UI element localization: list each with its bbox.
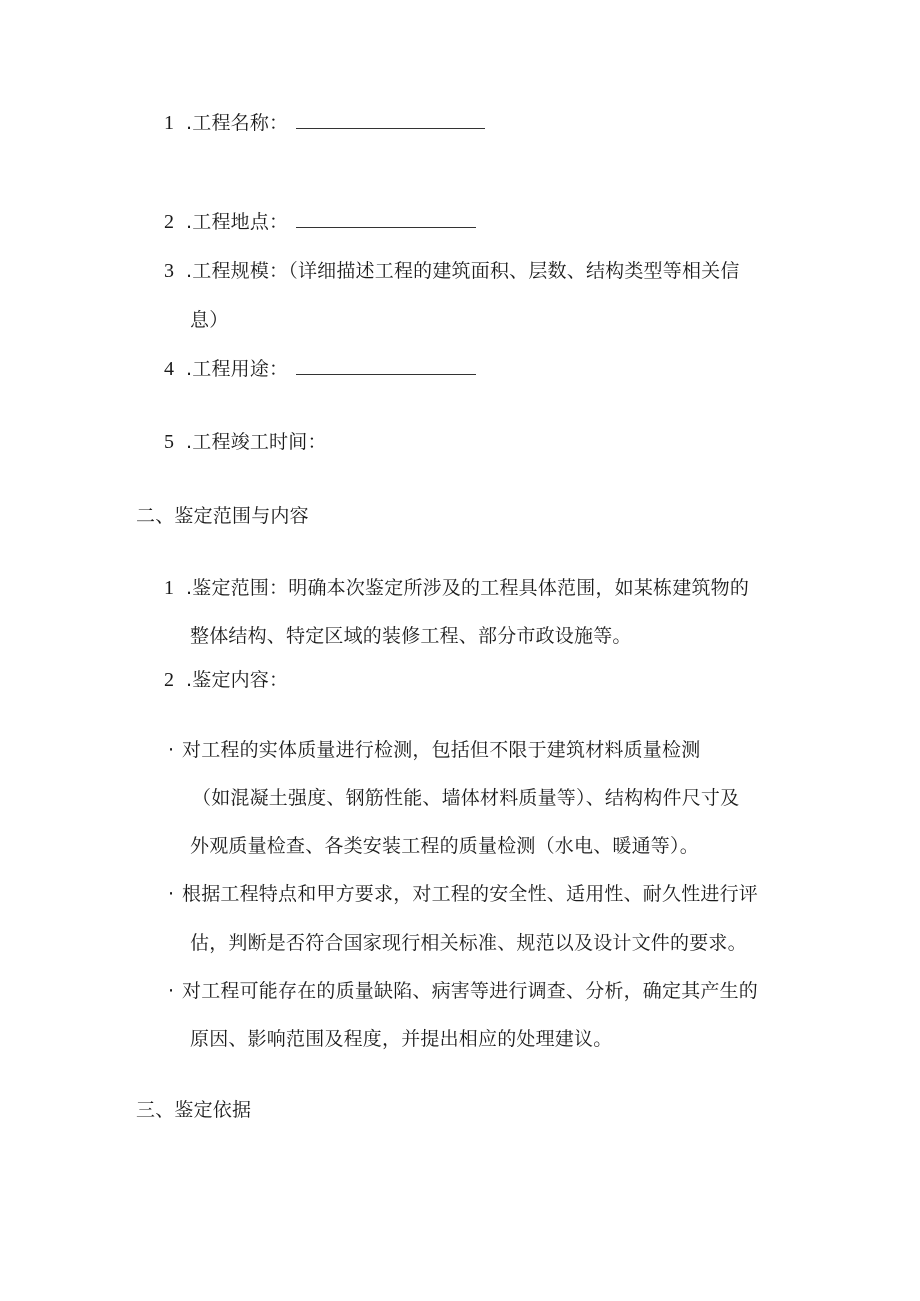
bullet-text-continuation: （如混凝土强度、钢筋性能、墙体材料质量等）、结构构件尺寸及 [192, 787, 740, 809]
item-number: 1 [164, 112, 175, 134]
bullet-text-continuation: 原因、影响范围及程度，并提出相应的处理建议。 [190, 1028, 613, 1050]
section-heading-basis: 三、鉴定依据 [136, 1099, 252, 1121]
item-number: 3 [164, 260, 175, 282]
bullet-marker: · [168, 883, 175, 905]
item-number: 1 [164, 577, 175, 599]
fill-in-blank[interactable] [296, 356, 476, 375]
fill-in-blank[interactable] [296, 209, 476, 228]
bullet-text-continuation: 外观质量检查、各类安装工程的质量检测（水电、暖通等）。 [190, 835, 699, 857]
item-label: .鉴定内容： [186, 669, 289, 691]
item-label: .工程地点： [186, 211, 289, 233]
item-appraisal-scope-continuation: 整体结构、特定区域的装修工程、部分市政设施等。 [190, 625, 632, 647]
bullet-text: 对工程可能存在的质量缺陷、病害等进行调查、分析，确定其产生的 [182, 980, 759, 1002]
item-number: 4 [164, 358, 175, 380]
bullet-item [168, 882, 758, 906]
item-project-location [164, 209, 476, 234]
fill-in-blank[interactable] [296, 110, 485, 129]
section-heading-scope: 二、鉴定范围与内容 [136, 505, 309, 527]
item-number: 2 [164, 211, 175, 233]
item-label: .工程名称： [186, 112, 289, 134]
bullet-marker: · [168, 980, 175, 1002]
bullet-item [168, 979, 758, 1003]
item-appraisal-content [164, 668, 288, 692]
bullet-marker: · [168, 739, 175, 761]
item-project-use [164, 356, 476, 381]
item-label: .工程规模：（详细描述工程的建筑面积、层数、结构类型等相关信 [186, 260, 740, 282]
item-project-scale [164, 259, 740, 283]
item-project-name [164, 110, 485, 135]
bullet-item [168, 738, 700, 762]
item-label: .工程用途： [186, 358, 289, 380]
item-label: .鉴定范围：明确本次鉴定所涉及的工程具体范围，如某栋建筑物的 [186, 577, 750, 599]
item-completion-time [164, 430, 327, 454]
item-number: 2 [164, 669, 175, 691]
item-project-scale-continuation: 息） [190, 309, 229, 331]
item-number: 5 [164, 431, 175, 453]
item-label: .工程竣工时间： [186, 431, 327, 453]
bullet-text-continuation: 估，判断是否符合国家现行相关标准、规范以及设计文件的要求。 [190, 932, 747, 954]
item-appraisal-scope [164, 576, 749, 600]
bullet-text: 对工程的实体质量进行检测，包括但不限于建筑材料质量检测 [182, 739, 701, 761]
bullet-text: 根据工程特点和甲方要求，对工程的安全性、适用性、耐久性进行评 [182, 883, 759, 905]
